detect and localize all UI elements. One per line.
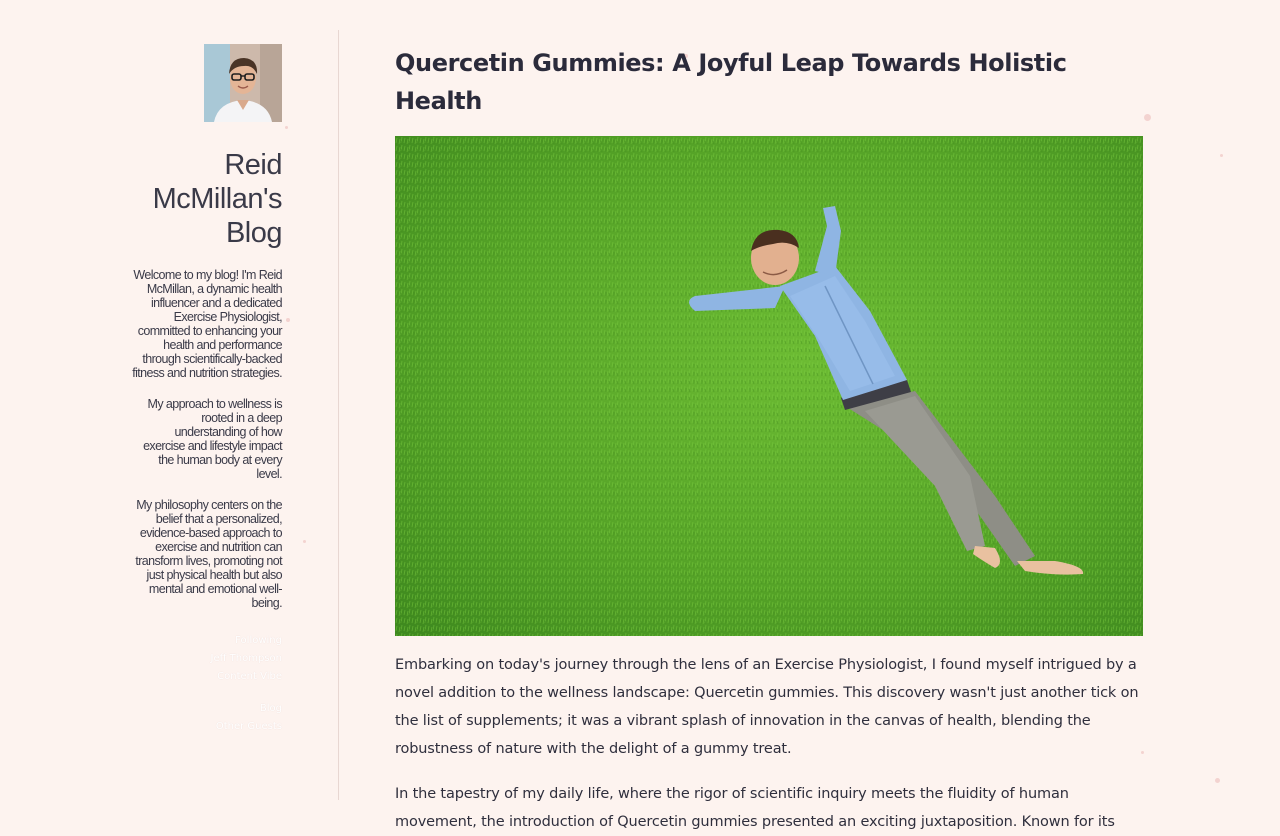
man-with-glasses-avatar-icon xyxy=(204,44,282,122)
sidebar-link-content-vibe[interactable]: Content Vibe xyxy=(217,671,282,682)
bio-paragraph: Welcome to my blog! I'm Reid McMillan, a dynamic health influencer and a dedicated Exercise Physiologist, committed to enhancing your health and performance through scientifically-backed fitness and nutrition strategies. xyxy=(132,268,282,380)
decor-dot xyxy=(1144,114,1151,121)
post-body xyxy=(395,651,1143,836)
bio xyxy=(132,268,282,610)
sidebar-link-other-guests[interactable]: Other Guests xyxy=(215,721,282,732)
sidebar-links-secondary xyxy=(132,700,282,736)
man-lying-on-grass-photo-icon xyxy=(395,136,1143,636)
sidebar-link-following[interactable]: Following xyxy=(235,635,282,646)
post-title: Quercetin Gummies: A Joyful Leap Towards Holistic Health xyxy=(395,49,1067,115)
sidebar-link-jeff-thompson[interactable]: Jeff Thompson xyxy=(210,653,282,664)
hero-image xyxy=(395,136,1143,636)
blog-title[interactable]: Reid McMillan's Blog xyxy=(152,149,282,249)
bio-paragraph: My approach to wellness is rooted in a deep understanding of how exercise and lifestyle impact the human body at every level. xyxy=(143,397,282,481)
sidebar-link-blog[interactable]: Blog xyxy=(259,703,282,714)
post-paragraph: In the tapestry of my daily life, where the rigor of scientific inquiry meets the fluidity of human movement, the introduction of Quercetin gummies presented an exciting juxtaposition. Known for its xyxy=(395,786,1115,830)
sidebar-links xyxy=(132,632,282,686)
main-content xyxy=(395,44,1143,836)
decor-dot xyxy=(1215,778,1220,783)
decor-dot xyxy=(1220,154,1223,157)
bio-paragraph: My philosophy centers on the belief that a personalized, evidence-based approach to exercise and nutrition can transform lives, promoting not just physical health but also mental and emotional well-being. xyxy=(135,498,282,610)
avatar[interactable] xyxy=(204,44,282,122)
sidebar-content xyxy=(132,44,282,736)
sidebar xyxy=(0,30,339,800)
post-paragraph: Embarking on today's journey through the lens of an Exercise Physiologist, I found myself intrigued by a novel addition to the wellness landscape: Quercetin gummies. This discovery wasn't just another tick on the list of supplements; it was a vibrant splash of innovation in the canvas of health, blending the robustness of nature with the delight of a gummy treat. xyxy=(395,657,1139,757)
